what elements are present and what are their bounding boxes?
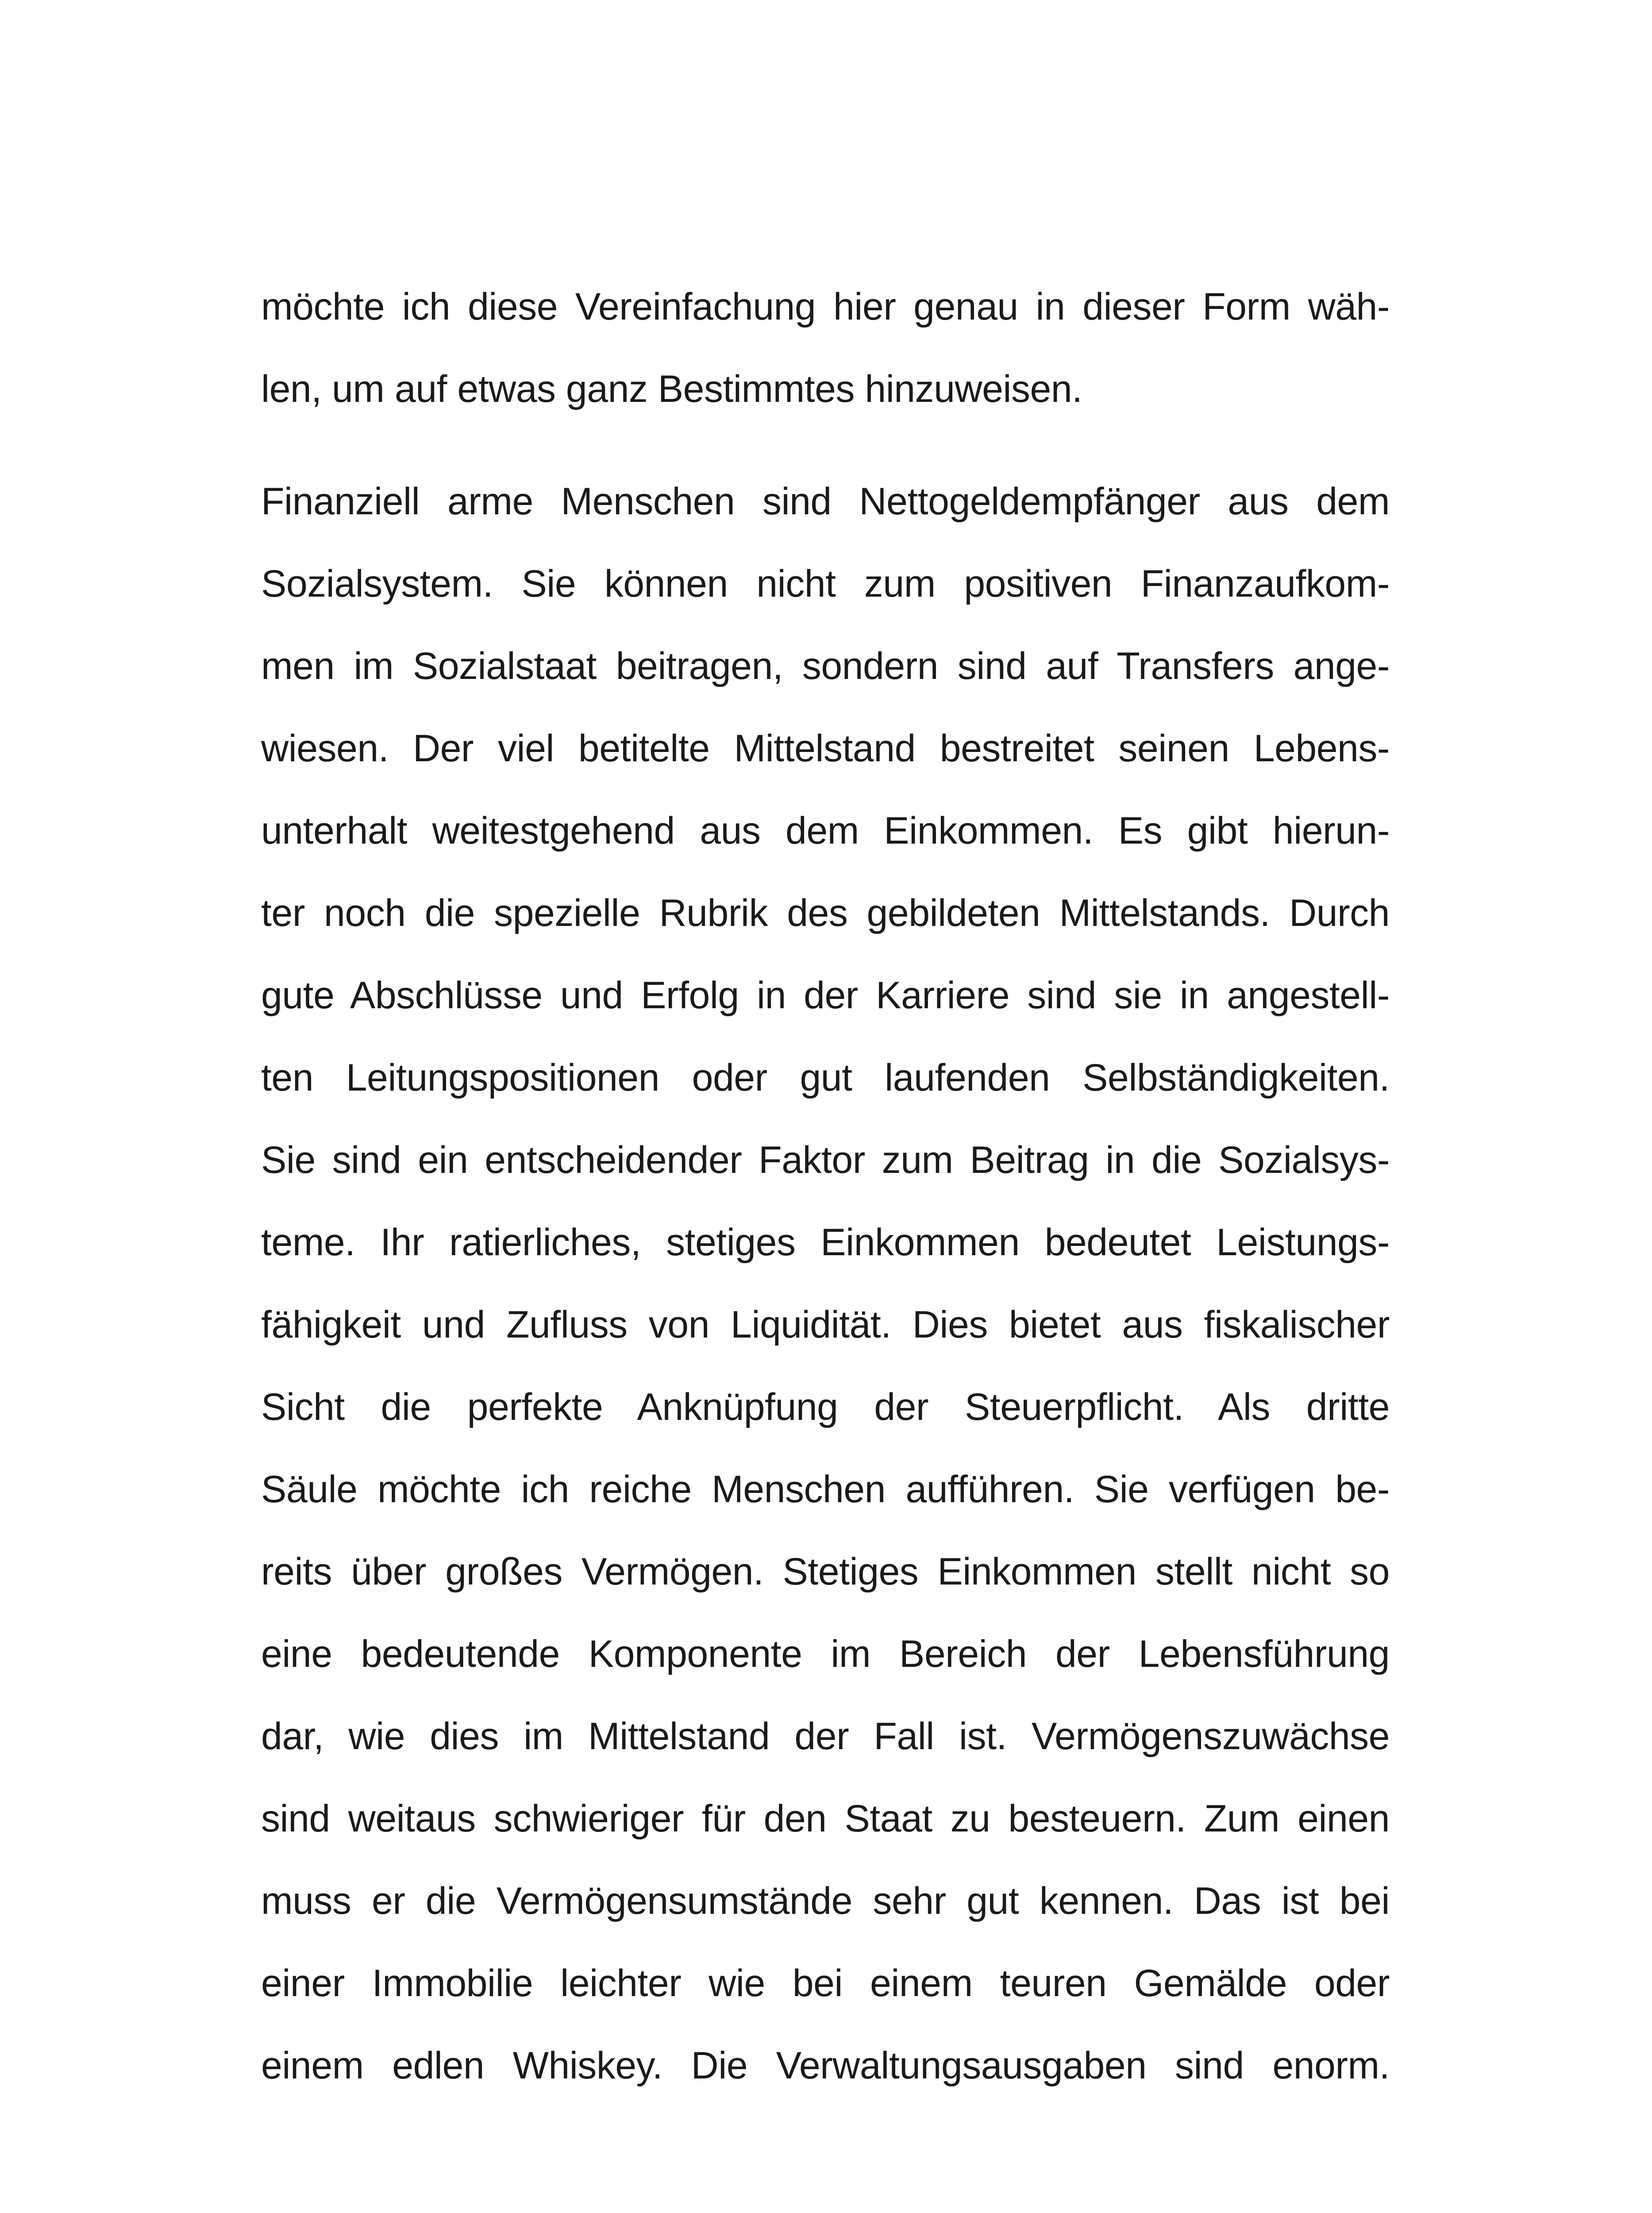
text-line: eine bedeutende Komponente im Bereich der Lebensführung <box>261 1633 1390 1675</box>
text-line: einem edlen Whiskey. Die Verwaltungsausgaben sind enorm. <box>261 2044 1390 2087</box>
text-line: fähigkeit und Zufluss von Liquidität. Dies bietet aus fiskalischer <box>261 1303 1390 1346</box>
paragraph-1 <box>261 266 1390 430</box>
text-line: teme. Ihr ratierliches, stetiges Einkommen bedeutet Leistungs- <box>261 1221 1390 1264</box>
text-line: Sicht die perfekte Anknüpfung der Steuerpflicht. Als dritte <box>261 1386 1390 1428</box>
text-line: dar, wie dies im Mittelstand der Fall ist. Vermögenszuwächse <box>261 1715 1390 1758</box>
text-line: reits über großes Vermögen. Stetiges Einkommen stellt nicht so <box>261 1550 1390 1593</box>
text-line: einer Immobilie leichter wie bei einem teuren Gemälde oder <box>261 1962 1390 2005</box>
text-line: sind weitaus schwieriger für den Staat zu besteuern. Zum einen <box>261 1797 1390 1840</box>
text-line: muss er die Vermögensumstände sehr gut kennen. Das ist bei <box>261 1880 1390 1922</box>
text-line: men im Sozialstaat beitragen, sondern sind auf Transfers ange- <box>261 645 1390 687</box>
paragraph-2 <box>261 460 1390 2107</box>
text-line: ten Leitungspositionen oder gut laufenden Selbständigkeiten. <box>261 1056 1390 1099</box>
text-line: Sozialsystem. Sie können nicht zum positiven Finanzaufkom- <box>261 563 1390 605</box>
text-line: len, um auf etwas ganz Bestimmtes hinzuweisen. <box>261 368 1082 410</box>
text-line: möchte ich diese Vereinfachung hier genau in dieser Form wäh- <box>261 285 1390 328</box>
text-line: gute Abschlüsse und Erfolg in der Karriere sind sie in angestell- <box>261 974 1390 1017</box>
text-line: Sie sind ein entscheidender Faktor zum Beitrag in die Sozialsys- <box>261 1139 1390 1181</box>
text-line: unterhalt weitestgehend aus dem Einkommen. Es gibt hierun- <box>261 810 1390 852</box>
text-line: Säule möchte ich reiche Menschen aufführen. Sie verfügen be- <box>261 1468 1390 1511</box>
text-line: wiesen. Der viel betitelte Mittelstand bestreitet seinen Lebens- <box>261 727 1390 770</box>
text-line: Finanziell arme Menschen sind Nettogeldempfänger aus dem <box>261 480 1390 523</box>
text-line: ter noch die spezielle Rubrik des gebildeten Mittelstands. Durch <box>261 892 1390 934</box>
